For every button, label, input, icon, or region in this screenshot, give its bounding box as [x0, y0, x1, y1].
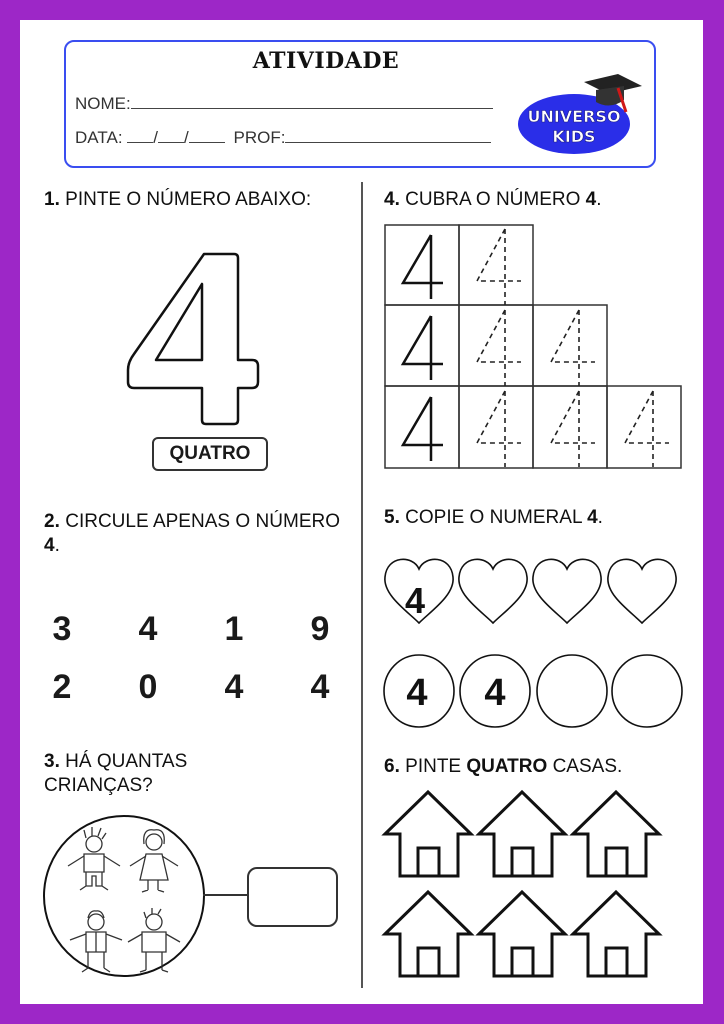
q2-instruction: 2. CIRCULE APENAS O NÚMERO 4.: [44, 511, 341, 556]
date-day-line[interactable]: [127, 141, 153, 143]
date-sep: /: [153, 128, 159, 147]
q3-text: HÁ QUANTAS CRIANÇAS?: [44, 751, 188, 796]
number-item[interactable]: 1: [224, 610, 244, 648]
worksheet-page: [20, 20, 703, 1004]
house-icon: [385, 892, 471, 976]
hearts-row[interactable]: [383, 555, 683, 627]
q4-instruction: 4. CUBRA O NÚMERO 4.: [384, 189, 602, 210]
prof-label: PROF:: [233, 128, 286, 147]
house-icon: [573, 792, 659, 876]
universo-kids-logo: [518, 72, 642, 150]
circle-number: 4: [484, 672, 506, 714]
svg-text:KIDS: KIDS: [552, 127, 596, 146]
house-icon: [385, 792, 471, 876]
tracing-grid[interactable]: [385, 225, 685, 471]
column-divider: [361, 182, 363, 988]
name-field[interactable]: [75, 94, 493, 114]
logo-graphic: [518, 72, 642, 152]
name-line[interactable]: [131, 107, 493, 109]
answer-box[interactable]: [247, 867, 338, 927]
number-item[interactable]: 4: [138, 610, 158, 648]
outlined-number-four[interactable]: [126, 252, 266, 432]
number-item[interactable]: 4: [224, 668, 244, 706]
q1-text: PINTE O NÚMERO ABAIXO:: [65, 189, 312, 210]
house-icon: [479, 892, 565, 976]
number-item[interactable]: 9: [310, 610, 330, 648]
circle-number: 4: [406, 672, 428, 714]
page-title: ATIVIDADE: [252, 48, 400, 74]
prof-line[interactable]: [285, 141, 491, 143]
q3-number: 3.: [44, 751, 60, 772]
q4-number: 4.: [384, 189, 400, 210]
q2-number: 2.: [44, 511, 60, 532]
house-icon: [479, 792, 565, 876]
number-item[interactable]: 0: [138, 668, 158, 706]
children-circle: [42, 814, 206, 978]
houses-grid[interactable]: [384, 790, 684, 980]
date-field[interactable]: [75, 128, 491, 148]
q1-instruction: [44, 188, 340, 212]
q3-instruction: [44, 750, 264, 798]
date-sep: /: [184, 128, 189, 147]
q5-number: 5.: [384, 507, 400, 528]
heart-number: 4: [404, 580, 426, 621]
number-word-label: QUATRO: [152, 437, 268, 471]
date-month-line[interactable]: [158, 141, 184, 143]
number-item[interactable]: 4: [310, 668, 330, 706]
q1-number: 1.: [44, 189, 60, 210]
circles-row[interactable]: [383, 653, 683, 729]
name-label: NOME:: [75, 94, 131, 113]
date-label: DATA:: [75, 128, 123, 147]
date-year-line[interactable]: [189, 141, 225, 143]
q5-instruction: 5. COPIE O NUMERAL 4.: [384, 507, 603, 528]
svg-text:UNIVERSO: UNIVERSO: [527, 107, 621, 126]
header-box: [64, 40, 656, 168]
q6-number: 6.: [384, 756, 400, 777]
number-item[interactable]: 3: [52, 610, 72, 648]
number-item[interactable]: 2: [52, 668, 72, 706]
house-icon: [573, 892, 659, 976]
q6-instruction: 6. PINTE QUATRO CASAS.: [384, 756, 623, 777]
connector-line: [203, 894, 247, 896]
